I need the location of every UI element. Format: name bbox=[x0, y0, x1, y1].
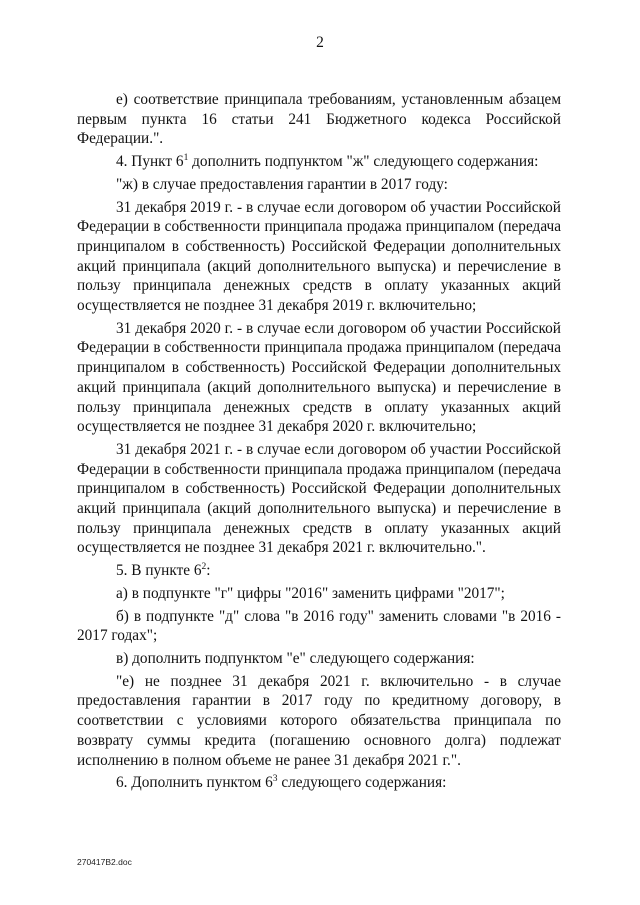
item-6-text: 6. Дополнить пунктом 6 bbox=[116, 774, 273, 792]
paragraph-subitem-v: в) дополнить подпунктом "е" следующего содержания: bbox=[116, 649, 475, 667]
paragraph-zh-2017: "ж) в случае предоставления гарантии в 2017 году: bbox=[116, 175, 448, 193]
document-filename-footer: 270417В2.doc bbox=[77, 857, 132, 867]
item-4-superscript: 1 bbox=[183, 153, 189, 164]
paragraph-item-5 bbox=[77, 561, 561, 581]
paragraph-subitem-a: а) в подпункте "г" цифры "2016" заменить цифрами "2017"; bbox=[116, 584, 505, 602]
paragraph-item-6 bbox=[77, 773, 561, 793]
item-5-text: 5. В пункте 6 bbox=[116, 562, 202, 580]
paragraph-2021: 31 декабря 2021 г. - в случае если договором об участии Российской Федерации в собственности принципала продажа принципалом (передача принципалом в собственность) Российской Федерации дополнительных акций принципала (акций дополнительного выпуска) и перечисление в пользу принципала денежных средств в оплату указанных акций осуществляется не позднее 31 декабря 2021 г. включительно.". bbox=[77, 440, 561, 557]
item-4-text-after: дополнить подпунктом "ж" следующего содержания: bbox=[188, 153, 539, 171]
paragraph-item-4 bbox=[77, 152, 561, 172]
paragraph-2020: 31 декабря 2020 г. - в случае если договором об участии Российской Федерации в собственности принципала продажа принципалом (передача принципалом в собственность) Российской Федерации дополнительных акций принципала (акций дополнительного выпуска) и перечисление в пользу принципала денежных средств в оплату указанных акций осуществляется не позднее 31 декабря 2020 г. включительно; bbox=[77, 319, 561, 436]
page-number: 2 bbox=[316, 34, 324, 51]
paragraph-e-requirements: е) соответствие принципала требованиям, установленным абзацем первым пункта 16 статьи 241 Бюджетного кодекса Российской Федерации.". bbox=[77, 91, 561, 148]
paragraph-subitem-e: "е) не позднее 31 декабря 2021 г. включительно - в случае предоставления гарантии в 2017 году по кредитному договору, в соответствии с условиями которого обязательства принципала по возврату суммы кредита (погашению основного долга) подлежат исполнению в полном объеме не ранее 31 декабря 2021 г.". bbox=[77, 672, 561, 769]
item-5-superscript: 2 bbox=[201, 562, 207, 573]
paragraph-2019: 31 декабря 2019 г. - в случае если договором об участии Российской Федерации в собственности принципала продажа принципалом (передача принципалом в собственность) Российской Федерации дополнительных акций принципала (акций дополнительного выпуска) и перечисление в пользу принципала денежных средств в оплату указанных акций осуществляется не позднее 31 декабря 2019 г. включительно; bbox=[77, 198, 561, 315]
item-5-text-after: : bbox=[206, 562, 211, 580]
item-6-superscript: 3 bbox=[272, 774, 278, 785]
document-body bbox=[77, 90, 561, 796]
paragraph-subitem-b: б) в подпункте "д" слова "в 2016 году" заменить словами "в 2016 - 2017 годах"; bbox=[77, 607, 561, 645]
item-4-text: 4. Пункт 6 bbox=[116, 153, 184, 171]
item-6-text-after: следующего содержания: bbox=[277, 774, 447, 792]
